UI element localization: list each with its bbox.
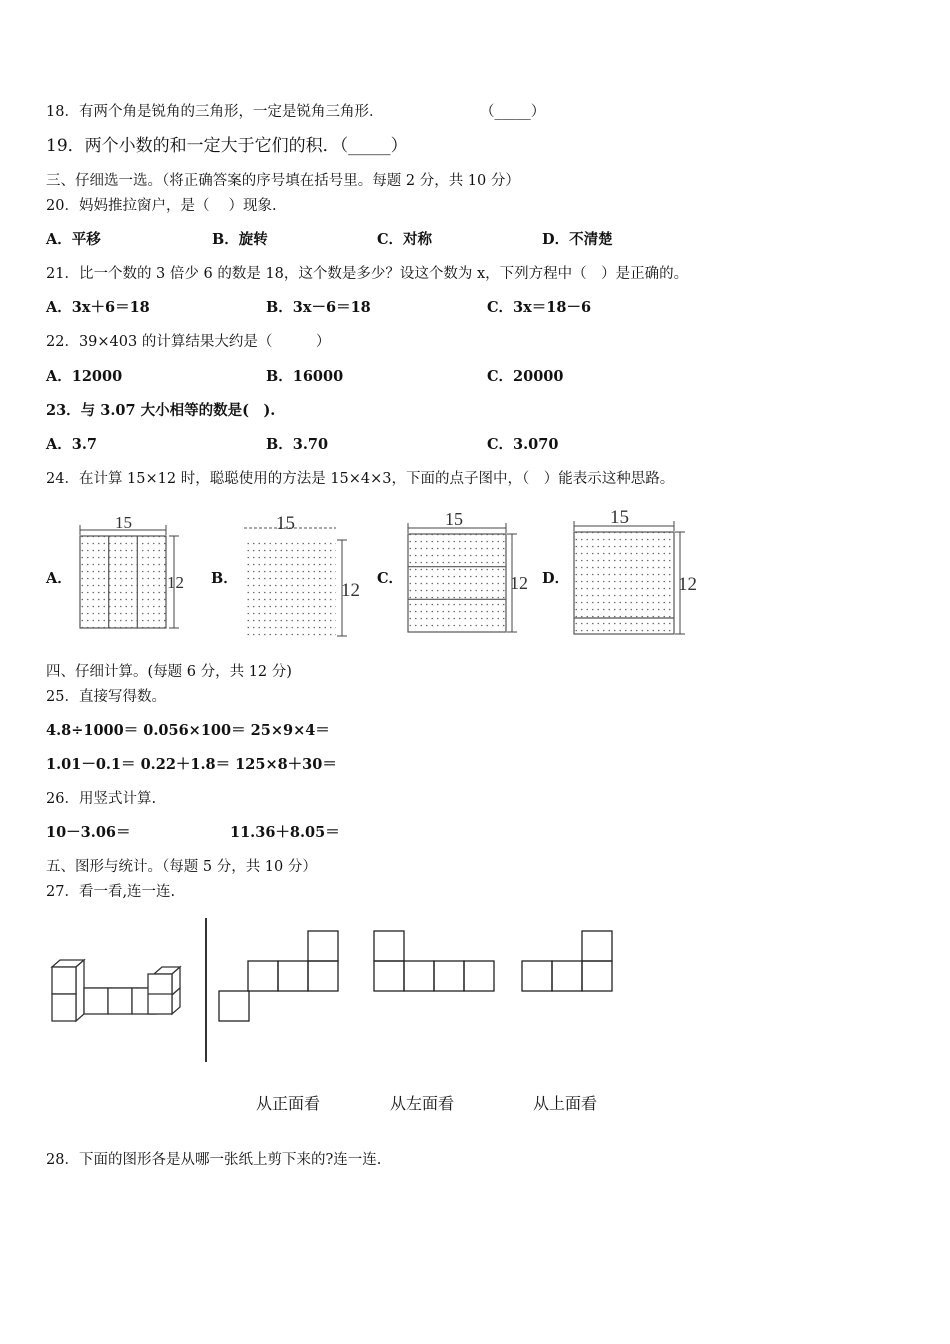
q19-text: 19．两个小数的和一定大于它们的积．（_____） (46, 136, 408, 156)
height-label: 12 (510, 573, 528, 593)
cube-face (108, 988, 132, 1014)
grid-square (522, 961, 552, 991)
q27-view-grid-3[interactable] (520, 930, 616, 996)
width-label: 15 (445, 509, 463, 529)
q24-dot-diagram-b[interactable] (240, 512, 364, 642)
cube-face (84, 988, 108, 1014)
q20-option-a[interactable]: A．平移 (46, 231, 101, 248)
width-label: 15 (115, 513, 132, 532)
cube-group (52, 960, 180, 1021)
q18-answer-blank[interactable]: （_____） (480, 104, 546, 120)
grid-square (552, 961, 582, 991)
dot-grid (408, 534, 506, 632)
q23-option-a[interactable]: A．3.7 (46, 436, 97, 453)
section-3-heading: 三、仔细选一选。（将正确答案的序号填在括号里。每题 2 分，共 10 分） (46, 173, 520, 189)
q22-option-a[interactable]: A．12000 (46, 368, 123, 385)
section-5-heading: 五、图形与统计。（每题 5 分，共 10 分） (46, 859, 317, 875)
grid-square (308, 961, 338, 991)
height-label: 12 (167, 573, 184, 592)
grid-square (464, 961, 494, 991)
q22-text: 22．39×403 的计算结果大约是（ ） (46, 334, 331, 350)
q24-dot-diagram-d[interactable] (568, 508, 702, 640)
grid-square (219, 991, 249, 1021)
grid-square (278, 961, 308, 991)
q27-view-top[interactable]: 从上面看 (533, 1094, 598, 1113)
cube-face (52, 967, 76, 994)
q20-option-b[interactable]: B．旋转 (212, 231, 268, 248)
q24-text: 24．在计算 15×12 时，聪聪使用的方法是 15×4×3，下面的点子图中，（ ）能表示这种思路。 (46, 471, 675, 487)
cube-face (52, 994, 76, 1021)
grid-square (248, 961, 278, 991)
width-label: 15 (276, 513, 295, 534)
q20-option-c[interactable]: C．对称 (377, 231, 433, 248)
q24-option-c-label[interactable]: C． (377, 570, 404, 587)
q27-view-front[interactable]: 从正面看 (256, 1094, 321, 1113)
q27-text: 27．看一看,连一连. (46, 884, 176, 900)
q25-text: 25．直接写得数。 (46, 689, 166, 705)
grid-square (582, 961, 612, 991)
height-label: 12 (341, 580, 360, 601)
q21-option-c[interactable]: C．3x＝18－6 (487, 299, 592, 316)
q22-option-c[interactable]: C．20000 (487, 368, 564, 385)
section-4-heading: 四、仔细计算。(每题 6 分，共 12 分) (46, 664, 292, 680)
grid-square (308, 931, 338, 961)
q25-row-2: 1.01－0.1＝ 0.22＋1.8＝ 125×8＋30＝ (46, 756, 337, 773)
grid-square (434, 961, 464, 991)
q27-divider-line (205, 918, 207, 1062)
q26-item-2: 11.36＋8.05＝ (230, 824, 340, 841)
q26-text: 26．用竖式计算. (46, 791, 157, 807)
q24-dot-diagram-c[interactable] (402, 510, 532, 638)
q20-option-d[interactable]: D．不清楚 (542, 231, 613, 248)
q21-text: 21．比一个数的 3 倍少 6 的数是 18，这个数是多少？设这个数为 x，下列方程中（ ）是正确的。 (46, 266, 689, 282)
grid-square (374, 961, 404, 991)
q21-option-a[interactable]: A．3x＋6＝18 (46, 299, 150, 316)
q27-view-grid-2[interactable] (372, 930, 498, 996)
q22-option-b[interactable]: B．16000 (266, 368, 344, 385)
q24-option-a-label[interactable]: A． (46, 570, 72, 587)
q26-item-1: 10－3.06＝ (46, 824, 131, 841)
dot-grid (574, 532, 674, 634)
q24-option-b-label[interactable]: B． (211, 570, 238, 587)
q20-text: 20．妈妈推拉窗户，是（ ）现象. (46, 198, 277, 214)
q23-option-c[interactable]: C．3.070 (487, 436, 559, 453)
height-label: 12 (678, 574, 697, 595)
q23-option-b[interactable]: B．3.70 (266, 436, 329, 453)
cube-face (76, 960, 84, 1021)
width-label: 15 (610, 507, 629, 528)
q21-option-b[interactable]: B．3x－6＝18 (266, 299, 371, 316)
q25-row-1: 4.8÷1000＝ 0.056×100＝ 25×9×4＝ (46, 722, 330, 739)
dot-grid (244, 538, 336, 636)
q27-cube-solid (44, 955, 189, 1030)
q27-view-grid-1[interactable] (218, 930, 342, 1024)
q18-text (46, 103, 383, 121)
dot-grid (80, 536, 166, 628)
q18-statement: 18．有两个角是锐角的三角形，一定是锐角三角形． (46, 104, 384, 120)
q24-dot-diagram-a[interactable] (74, 512, 190, 636)
q24-option-d-label[interactable]: D． (542, 570, 570, 587)
q27-view-left[interactable]: 从左面看 (390, 1094, 455, 1113)
grid-square (404, 961, 434, 991)
q28-text: 28．下面的图形各是从哪一张纸上剪下来的?连一连. (46, 1152, 382, 1168)
grid-square (374, 931, 404, 961)
q23-text: 23．与 3.07 大小相等的数是( ). (46, 402, 276, 419)
grid-square (582, 931, 612, 961)
